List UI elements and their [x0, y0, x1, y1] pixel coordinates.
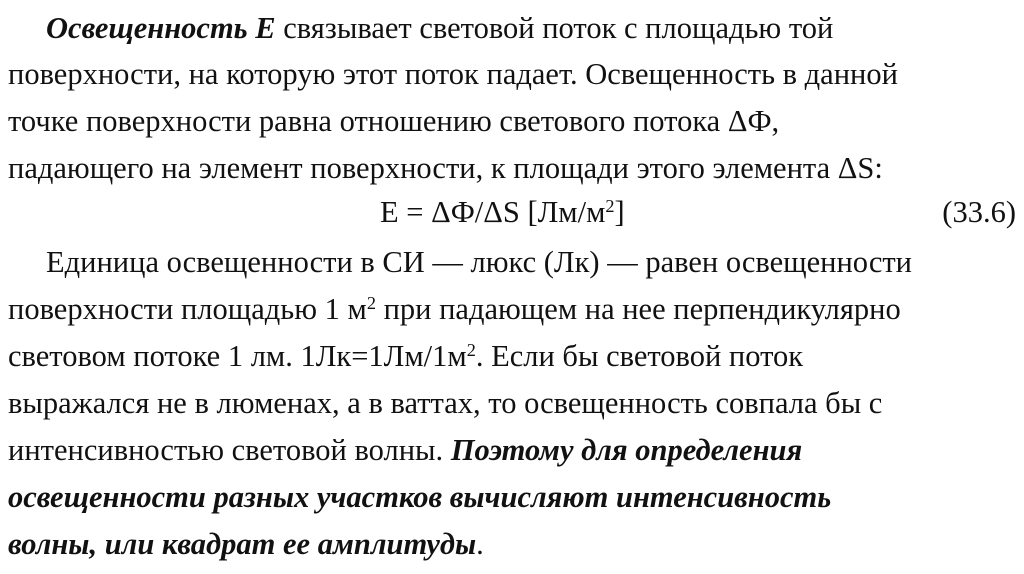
paragraph-2-line-5-plain: интенсивностью световой волны. [8, 433, 451, 467]
paragraph-2-line-3 [8, 332, 803, 380]
paragraph-2-line-2 [8, 285, 901, 333]
paragraph-2-line-1: Единица освещенности в СИ — люкс (Лк) — равен освещенности [46, 245, 913, 279]
paragraph-2-line-2-b: при падающем на нее перпендикулярно [375, 292, 901, 326]
formula-expression [380, 188, 625, 236]
paragraph-2-line-3-b: . Если бы световой поток [475, 339, 804, 373]
formula-superscript: 2 [605, 195, 615, 216]
paragraph-2-line-4: выражался не в люменах, а в ваттах, то освещенность совпала бы с [8, 386, 883, 420]
equation-number: (33.6) [942, 195, 1016, 229]
paragraph-2-line-3-a: световом потоке 1 лм. 1Лк=1Лм/1м [8, 339, 467, 373]
paragraph-2-line-7 [8, 520, 484, 568]
emphasis-text: волны, или квадрат ее амплитуды [8, 527, 477, 561]
paragraph-2-line-6: освещенности разных участков вычисляют интенсивность [8, 480, 832, 514]
paragraph-1-line-4: падающего на элемент поверхности, к площади этого элемента ΔS: [8, 151, 883, 185]
paragraph-2-line-5 [8, 426, 802, 474]
superscript-2: 2 [366, 292, 376, 313]
paragraph-2-line-2-a: поверхности площадью 1 м [8, 292, 367, 326]
formula-line [0, 188, 1024, 236]
term-illuminance: Освещенность Е [46, 11, 276, 45]
formula-main: E = ΔФ/ΔS [Лм/м [380, 195, 606, 229]
emphasis-text: Поэтому для определения [450, 433, 803, 467]
paragraph-1-line-1 [46, 4, 833, 52]
paragraph-1-line-1-text: связывает световой поток с площадью той [275, 11, 834, 45]
paragraph-1-line-3: точке поверхности равна отношению светового потока ΔФ, [8, 104, 780, 138]
superscript-2: 2 [466, 339, 476, 360]
paragraph-2-line-7-end: . [476, 527, 484, 561]
formula-close: ] [614, 195, 625, 229]
paragraph-1-line-2: поверхности, на которую этот поток падает. Освещенность в данной [8, 57, 898, 91]
